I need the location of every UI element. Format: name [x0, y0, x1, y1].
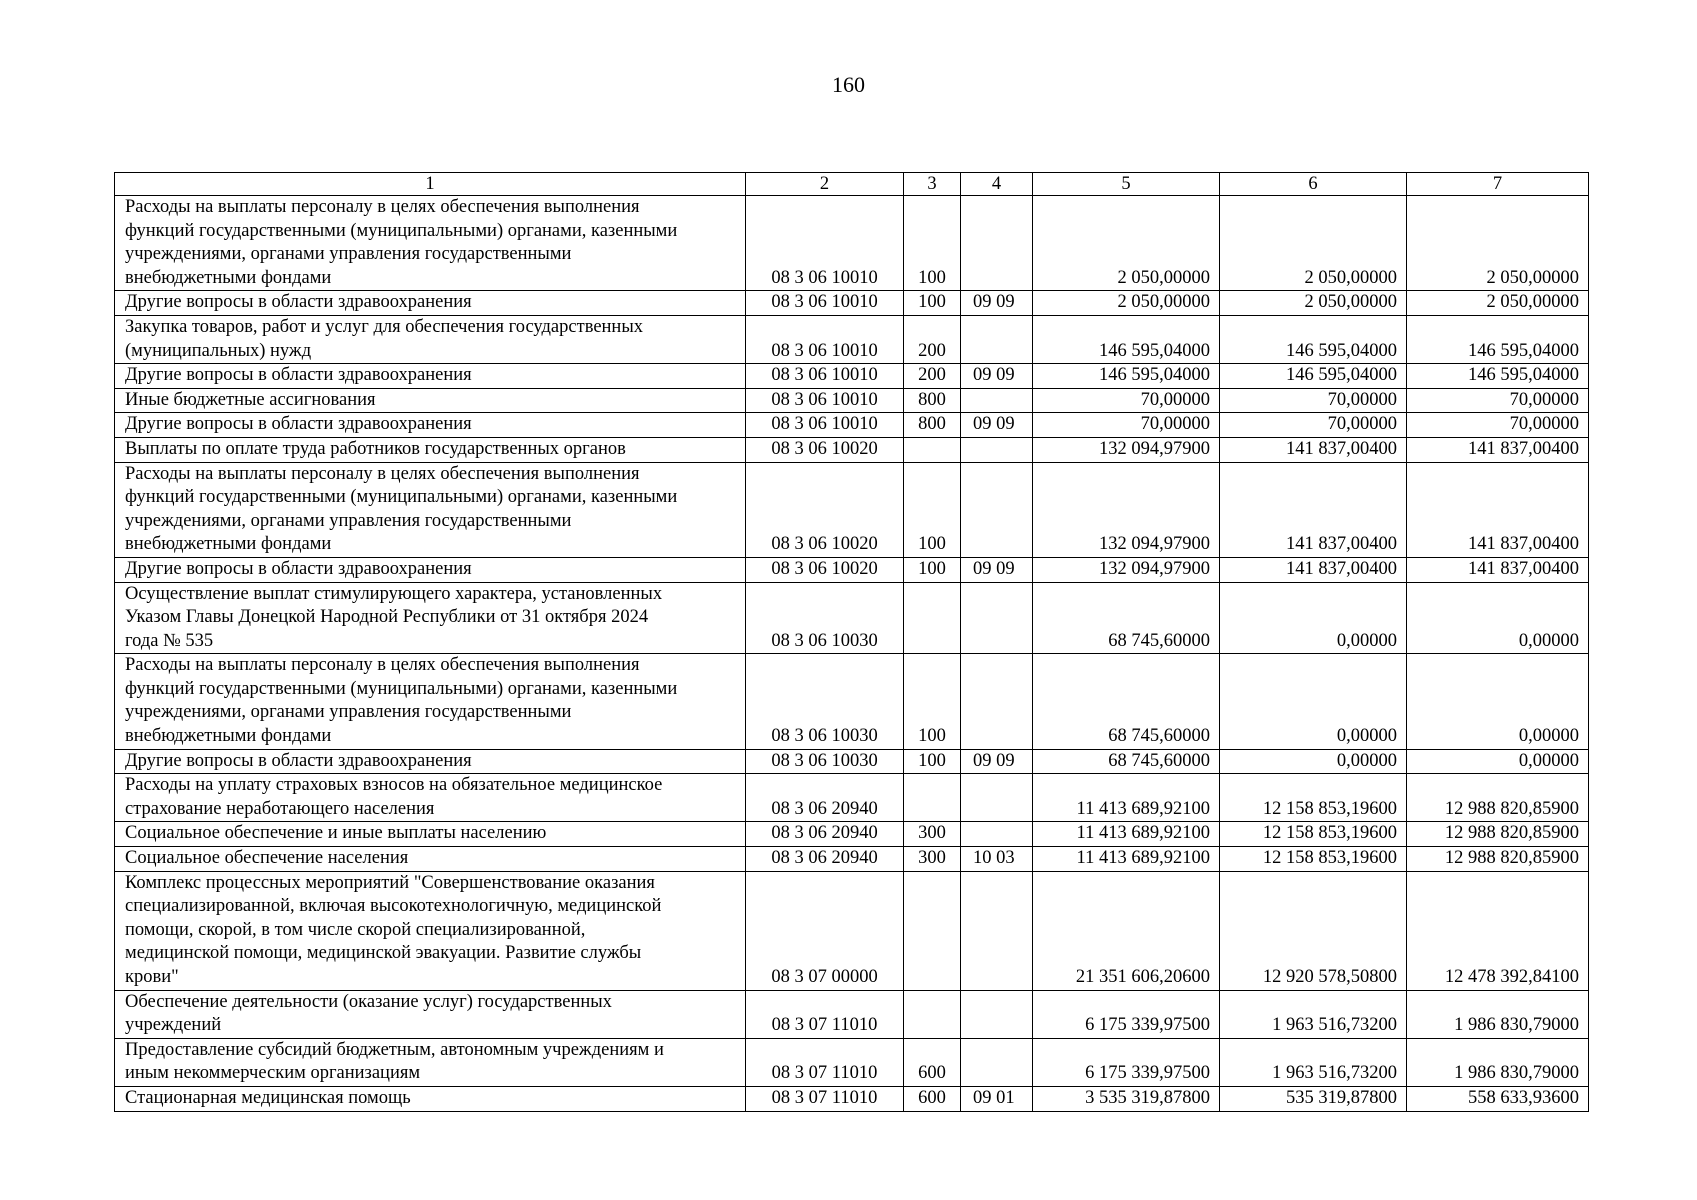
expense-type-cell: 300 [904, 847, 961, 872]
section-code-cell: 09 09 [961, 364, 1033, 389]
amount-col7-cell: 0,00000 [1407, 654, 1589, 749]
amount-col7-cell: 12 478 392,84100 [1407, 871, 1589, 990]
target-code-cell: 08 3 07 11010 [746, 1086, 904, 1111]
item-name-cell: Расходы на уплату страховых взносов на обязательное медицинское страхование неработающего населения [115, 774, 746, 822]
amount-col5-cell: 11 413 689,92100 [1033, 822, 1220, 847]
amount-col6-cell: 1 963 516,73200 [1220, 1038, 1407, 1086]
amount-col6-cell: 146 595,04000 [1220, 315, 1407, 363]
amount-col5-cell: 11 413 689,92100 [1033, 774, 1220, 822]
column-header: 4 [961, 173, 1033, 196]
amount-col5-cell: 11 413 689,92100 [1033, 847, 1220, 872]
expense-type-cell: 800 [904, 388, 961, 413]
item-name-cell: Обеспечение деятельности (оказание услуг) государственных учреждений [115, 990, 746, 1038]
amount-col7-cell: 12 988 820,85900 [1407, 774, 1589, 822]
expense-type-cell [904, 582, 961, 654]
amount-col5-cell: 70,00000 [1033, 388, 1220, 413]
item-name-cell: Стационарная медицинская помощь [115, 1086, 746, 1111]
amount-col7-cell: 2 050,00000 [1407, 196, 1589, 291]
amount-col5-cell: 3 535 319,87800 [1033, 1086, 1220, 1111]
item-name-cell: Другие вопросы в области здравоохранения [115, 364, 746, 389]
amount-col7-cell: 70,00000 [1407, 413, 1589, 438]
target-code-cell: 08 3 06 20940 [746, 774, 904, 822]
section-code-cell [961, 196, 1033, 291]
amount-col7-cell: 0,00000 [1407, 582, 1589, 654]
amount-col7-cell: 1 986 830,79000 [1407, 1038, 1589, 1086]
table-row [115, 315, 1589, 363]
section-code-cell [961, 388, 1033, 413]
amount-col5-cell: 146 595,04000 [1033, 315, 1220, 363]
table-row [115, 749, 1589, 774]
amount-col7-cell: 146 595,04000 [1407, 315, 1589, 363]
expense-type-cell: 200 [904, 315, 961, 363]
item-name-cell: Комплекс процессных мероприятий "Совершенствование оказания специализированной, включая высокотехнологичную, медицинской помощи, скорой, в том числе скорой специализированной, медицинской помощи, медицинской эвакуации. Развитие службы крови" [115, 871, 746, 990]
amount-col7-cell: 0,00000 [1407, 749, 1589, 774]
amount-col7-cell: 558 633,93600 [1407, 1086, 1589, 1111]
table-row [115, 413, 1589, 438]
target-code-cell: 08 3 07 11010 [746, 990, 904, 1038]
table-row [115, 654, 1589, 749]
section-code-cell [961, 437, 1033, 462]
expense-type-cell [904, 871, 961, 990]
amount-col6-cell: 2 050,00000 [1220, 291, 1407, 316]
expense-type-cell: 600 [904, 1086, 961, 1111]
expense-type-cell: 100 [904, 749, 961, 774]
expense-type-cell [904, 990, 961, 1038]
section-code-cell: 09 01 [961, 1086, 1033, 1111]
amount-col6-cell: 141 837,00400 [1220, 557, 1407, 582]
target-code-cell: 08 3 06 10020 [746, 557, 904, 582]
budget-table [114, 172, 1589, 1112]
page-number: 160 [832, 72, 865, 97]
item-name-cell: Осуществление выплат стимулирующего характера, установленных Указом Главы Донецкой Народной Республики от 31 октября 2024 года № 535 [115, 582, 746, 654]
amount-col7-cell: 1 986 830,79000 [1407, 990, 1589, 1038]
section-code-cell [961, 871, 1033, 990]
expense-type-cell: 300 [904, 822, 961, 847]
amount-col5-cell: 2 050,00000 [1033, 196, 1220, 291]
section-code-cell [961, 1038, 1033, 1086]
item-name-cell: Расходы на выплаты персоналу в целях обеспечения выполнения функций государственными (муниципальными) органами, казенными учреждениями, органами управления государственными внебюджетными фондами [115, 462, 746, 557]
amount-col7-cell: 2 050,00000 [1407, 291, 1589, 316]
expense-type-cell: 100 [904, 462, 961, 557]
table-row [115, 388, 1589, 413]
target-code-cell: 08 3 06 20940 [746, 822, 904, 847]
target-code-cell: 08 3 06 10010 [746, 413, 904, 438]
target-code-cell: 08 3 06 10030 [746, 654, 904, 749]
item-name-cell: Выплаты по оплате труда работников государственных органов [115, 437, 746, 462]
section-code-cell: 10 03 [961, 847, 1033, 872]
expense-type-cell: 100 [904, 291, 961, 316]
amount-col6-cell: 70,00000 [1220, 388, 1407, 413]
amount-col7-cell: 12 988 820,85900 [1407, 847, 1589, 872]
table-row [115, 1086, 1589, 1111]
target-code-cell: 08 3 06 20940 [746, 847, 904, 872]
amount-col6-cell: 141 837,00400 [1220, 437, 1407, 462]
section-code-cell [961, 582, 1033, 654]
expense-type-cell: 600 [904, 1038, 961, 1086]
amount-col6-cell: 12 158 853,19600 [1220, 822, 1407, 847]
amount-col5-cell: 6 175 339,97500 [1033, 990, 1220, 1038]
section-code-cell [961, 774, 1033, 822]
amount-col6-cell: 1 963 516,73200 [1220, 990, 1407, 1038]
amount-col5-cell: 6 175 339,97500 [1033, 1038, 1220, 1086]
amount-col6-cell: 141 837,00400 [1220, 462, 1407, 557]
item-name-cell: Иные бюджетные ассигнования [115, 388, 746, 413]
target-code-cell: 08 3 06 10020 [746, 437, 904, 462]
amount-col5-cell: 68 745,60000 [1033, 749, 1220, 774]
item-name-cell: Закупка товаров, работ и услуг для обеспечения государственных (муниципальных) нужд [115, 315, 746, 363]
amount-col6-cell: 535 319,87800 [1220, 1086, 1407, 1111]
amount-col5-cell: 146 595,04000 [1033, 364, 1220, 389]
target-code-cell: 08 3 06 10030 [746, 749, 904, 774]
expense-type-cell: 100 [904, 654, 961, 749]
table-row [115, 1038, 1589, 1086]
section-code-cell [961, 462, 1033, 557]
target-code-cell: 08 3 06 10010 [746, 388, 904, 413]
table-row [115, 557, 1589, 582]
amount-col6-cell: 2 050,00000 [1220, 196, 1407, 291]
item-name-cell: Социальное обеспечение и иные выплаты населению [115, 822, 746, 847]
expense-type-cell: 800 [904, 413, 961, 438]
amount-col7-cell: 141 837,00400 [1407, 462, 1589, 557]
section-code-cell: 09 09 [961, 291, 1033, 316]
amount-col7-cell: 70,00000 [1407, 388, 1589, 413]
item-name-cell: Расходы на выплаты персоналу в целях обеспечения выполнения функций государственными (муниципальными) органами, казенными учреждениями, органами управления государственными внебюджетными фондами [115, 196, 746, 291]
table-row [115, 437, 1589, 462]
table-row [115, 196, 1589, 291]
column-header: 6 [1220, 173, 1407, 196]
table-row [115, 990, 1589, 1038]
amount-col6-cell: 70,00000 [1220, 413, 1407, 438]
item-name-cell: Другие вопросы в области здравоохранения [115, 557, 746, 582]
target-code-cell: 08 3 07 11010 [746, 1038, 904, 1086]
amount-col7-cell: 146 595,04000 [1407, 364, 1589, 389]
expense-type-cell: 100 [904, 196, 961, 291]
amount-col7-cell: 141 837,00400 [1407, 437, 1589, 462]
amount-col5-cell: 70,00000 [1033, 413, 1220, 438]
section-code-cell: 09 09 [961, 749, 1033, 774]
table-row [115, 871, 1589, 990]
target-code-cell: 08 3 06 10010 [746, 315, 904, 363]
item-name-cell: Предоставление субсидий бюджетным, автономным учреждениям и иным некоммерческим организациям [115, 1038, 746, 1086]
section-code-cell [961, 990, 1033, 1038]
table-row [115, 582, 1589, 654]
table-row [115, 847, 1589, 872]
amount-col5-cell: 21 351 606,20600 [1033, 871, 1220, 990]
amount-col6-cell: 12 158 853,19600 [1220, 774, 1407, 822]
target-code-cell: 08 3 06 10010 [746, 364, 904, 389]
target-code-cell: 08 3 07 00000 [746, 871, 904, 990]
table-header-row [115, 173, 1589, 196]
amount-col6-cell: 0,00000 [1220, 654, 1407, 749]
table-row [115, 462, 1589, 557]
item-name-cell: Другие вопросы в области здравоохранения [115, 413, 746, 438]
column-header: 7 [1407, 173, 1589, 196]
table-row [115, 822, 1589, 847]
table-row [115, 291, 1589, 316]
amount-col6-cell: 146 595,04000 [1220, 364, 1407, 389]
amount-col6-cell: 0,00000 [1220, 749, 1407, 774]
target-code-cell: 08 3 06 10020 [746, 462, 904, 557]
column-header: 2 [746, 173, 904, 196]
section-code-cell [961, 822, 1033, 847]
amount-col5-cell: 68 745,60000 [1033, 654, 1220, 749]
section-code-cell: 09 09 [961, 413, 1033, 438]
column-header: 1 [115, 173, 746, 196]
amount-col5-cell: 132 094,97900 [1033, 462, 1220, 557]
section-code-cell [961, 315, 1033, 363]
expense-type-cell: 100 [904, 557, 961, 582]
target-code-cell: 08 3 06 10010 [746, 291, 904, 316]
amount-col6-cell: 0,00000 [1220, 582, 1407, 654]
column-header: 5 [1033, 173, 1220, 196]
table-row [115, 774, 1589, 822]
item-name-cell: Расходы на выплаты персоналу в целях обеспечения выполнения функций государственными (муниципальными) органами, казенными учреждениями, органами управления государственными внебюджетными фондами [115, 654, 746, 749]
amount-col5-cell: 2 050,00000 [1033, 291, 1220, 316]
expense-type-cell: 200 [904, 364, 961, 389]
table-row [115, 364, 1589, 389]
amount-col7-cell: 12 988 820,85900 [1407, 822, 1589, 847]
target-code-cell: 08 3 06 10010 [746, 196, 904, 291]
section-code-cell [961, 654, 1033, 749]
amount-col5-cell: 132 094,97900 [1033, 557, 1220, 582]
amount-col6-cell: 12 920 578,50800 [1220, 871, 1407, 990]
item-name-cell: Социальное обеспечение населения [115, 847, 746, 872]
target-code-cell: 08 3 06 10030 [746, 582, 904, 654]
section-code-cell: 09 09 [961, 557, 1033, 582]
amount-col5-cell: 68 745,60000 [1033, 582, 1220, 654]
amount-col6-cell: 12 158 853,19600 [1220, 847, 1407, 872]
amount-col5-cell: 132 094,97900 [1033, 437, 1220, 462]
expense-type-cell [904, 437, 961, 462]
item-name-cell: Другие вопросы в области здравоохранения [115, 291, 746, 316]
column-header: 3 [904, 173, 961, 196]
item-name-cell: Другие вопросы в области здравоохранения [115, 749, 746, 774]
amount-col7-cell: 141 837,00400 [1407, 557, 1589, 582]
expense-type-cell [904, 774, 961, 822]
